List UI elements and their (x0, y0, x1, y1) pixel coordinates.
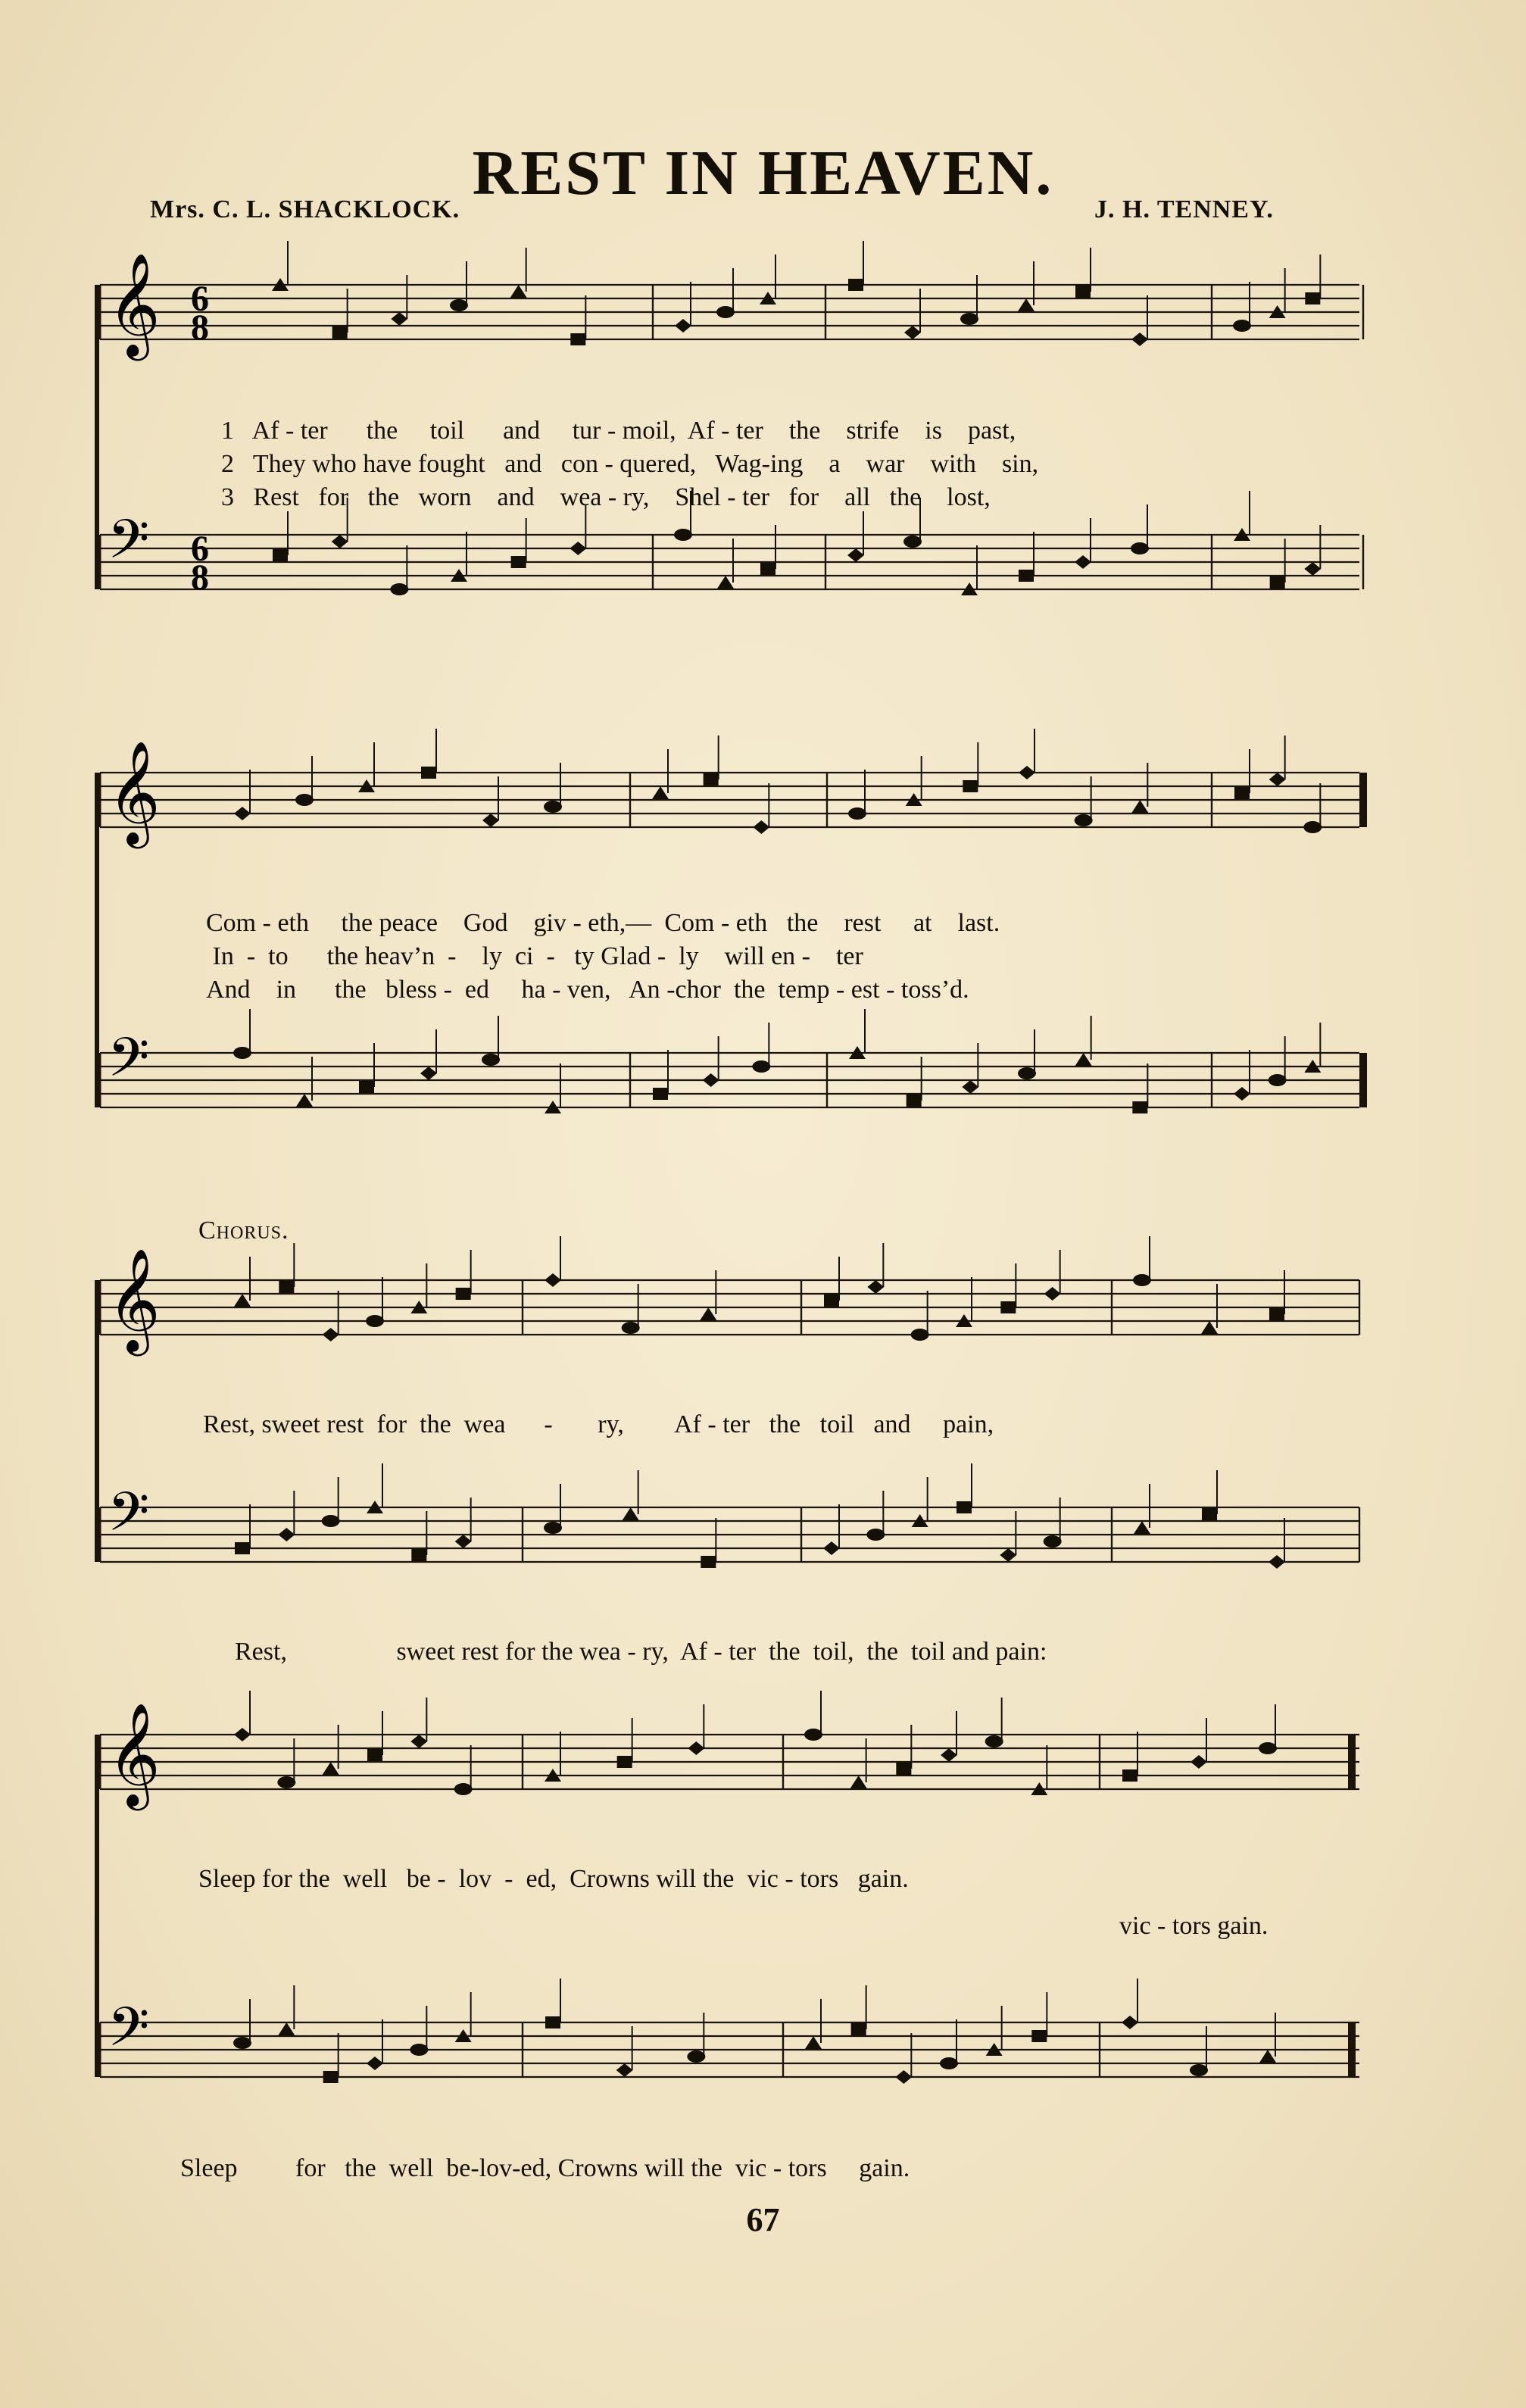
shape-note-head (674, 529, 692, 541)
shape-note-head (848, 279, 863, 291)
chorus-bass-lyrics-1: Rest, sweet rest for the wea - ry, Af - ter the toil, the toil and pain: (235, 1638, 1047, 1666)
shape-note-head (296, 1094, 313, 1107)
shape-note-head (511, 556, 526, 568)
shape-note-head (700, 1307, 716, 1320)
bass-clef: 𝄢 (108, 1481, 150, 1557)
shape-note-head (1305, 292, 1320, 305)
shape-note-head (1269, 1308, 1284, 1320)
shape-note-head (653, 1088, 668, 1100)
verse-2-line2: In - to the heav’n - ly ci - ty Glad - ly will en - ter (212, 942, 863, 970)
shape-note-head (410, 2044, 428, 2056)
shape-note-head (911, 1329, 929, 1341)
shape-note-head (391, 312, 407, 326)
shape-note-head (1000, 1301, 1016, 1313)
verse-2-line1: 2 They who have fought and con - quered, Wag-ing a war with sin, (221, 450, 1039, 478)
shape-note-head (895, 2070, 912, 2084)
shape-note-head (1259, 2050, 1276, 2063)
shape-note-head (332, 535, 348, 548)
shape-note-head (233, 2037, 251, 2049)
chorus-treble-lyrics-1: Rest, sweet rest for the wea - ry, Af - ter the toil and pain, (203, 1410, 994, 1438)
shape-note-head (716, 306, 735, 318)
shape-note-head (1202, 1508, 1217, 1520)
shape-note-head (366, 1315, 384, 1327)
shape-note-head (367, 2057, 383, 2070)
shape-note-head (896, 1763, 911, 1775)
shape-note-head (1269, 773, 1286, 786)
shape-note-head (753, 820, 769, 834)
shape-note-head (1303, 821, 1322, 833)
shape-note-head (273, 549, 288, 561)
shape-note-head (1075, 814, 1093, 826)
shape-note-head (1018, 1067, 1036, 1079)
chorus-treble-lyrics-2: Sleep for the well be - lov - ed, Crowns will the vic - tors gain. (198, 1865, 909, 1893)
shape-note-head (866, 1529, 885, 1541)
shape-note-head (570, 542, 586, 555)
shape-note-head (1000, 1548, 1016, 1562)
shape-note-head (410, 1735, 427, 1748)
shape-note-head (323, 1328, 339, 1341)
shape-note-head (234, 1728, 251, 1741)
shape-note-head (421, 767, 436, 779)
shape-note-head (1190, 2064, 1208, 2076)
shape-note-head (752, 1060, 770, 1073)
shape-note-head (823, 1541, 840, 1555)
bass-clef: 𝄢 (108, 1026, 150, 1102)
shape-note-head (848, 807, 866, 820)
shape-note-head (1132, 1101, 1147, 1113)
shape-note-head (420, 1067, 437, 1080)
shape-note-head (1044, 1535, 1062, 1548)
shape-note-head (1131, 542, 1149, 554)
shape-note-head (1259, 1742, 1277, 1754)
shape-note-head (616, 2063, 633, 2077)
time-signature-top: 6 (191, 279, 209, 319)
shape-note-head (510, 285, 527, 298)
chorus-bass-lyrics-2: Sleep for the well be-lov-ed, Crowns will the vic - tors gain. (180, 2154, 910, 2182)
shape-note-head (323, 2071, 339, 2083)
shape-note-head (570, 333, 585, 345)
shape-note-head (963, 780, 978, 792)
shape-note-head (704, 773, 719, 785)
bass-clef: 𝄢 (108, 508, 150, 584)
shape-note-head (411, 1549, 426, 1561)
shape-note-head (545, 1273, 561, 1287)
shape-note-head (851, 2023, 866, 2035)
page-number: 67 (746, 2201, 780, 2238)
shape-note-head (1131, 800, 1148, 813)
shape-note-head (1075, 555, 1091, 569)
shape-note-head (867, 1280, 884, 1294)
shape-note-head (482, 1054, 500, 1066)
shape-note-head (1304, 562, 1321, 576)
composer-credit: J. H. TENNEY. (1094, 195, 1274, 223)
shape-note-head (1019, 570, 1034, 582)
shape-note-head (805, 2036, 822, 2049)
shape-note-head (850, 1776, 867, 1788)
shape-note-head (390, 583, 408, 595)
shape-note-head (717, 576, 734, 589)
shape-note-head (545, 2016, 560, 2029)
shape-note-head (617, 1756, 632, 1768)
shape-note-head (1131, 333, 1148, 346)
shape-note-head (652, 786, 669, 799)
chorus-label: Chorus. (198, 1216, 289, 1245)
shape-note-head (1075, 286, 1091, 298)
shape-note-head (907, 1095, 922, 1107)
shape-note-head (1233, 320, 1251, 332)
shape-note-head (450, 299, 468, 311)
shape-note-head (544, 1522, 562, 1534)
shape-note-head (1044, 1287, 1061, 1301)
shape-note-head (234, 807, 251, 820)
shape-note-head (688, 1741, 704, 1755)
shape-note-head (804, 1729, 822, 1741)
shape-note-head (456, 1288, 471, 1300)
shape-note-head (703, 1073, 719, 1087)
shape-note-head (1075, 1053, 1092, 1066)
shape-note-head (847, 548, 864, 562)
shape-note-head (278, 1528, 295, 1541)
shape-note-head (1270, 576, 1285, 589)
shape-note-head (622, 1322, 640, 1334)
shape-note-head (1269, 1074, 1287, 1086)
time-signature-top: 6 (191, 529, 209, 569)
shape-note-head (234, 1294, 251, 1307)
shape-note-head (903, 536, 922, 548)
shape-note-head (1122, 2016, 1138, 2029)
treble-clef: 𝄞 (108, 1701, 161, 1806)
shape-note-head (332, 326, 348, 339)
verse-1-line1: 1 Af - ter the toil and tur - moil, Af - ter the strife is past, (221, 417, 1016, 445)
shape-note-head (279, 1281, 294, 1293)
shape-note-head (1269, 1555, 1285, 1569)
shape-note-head (1019, 766, 1035, 779)
treble-clef: 𝄞 (108, 1247, 161, 1351)
shape-note-head (1122, 1769, 1137, 1782)
shape-note-head (482, 814, 499, 827)
lyricist-credit: Mrs. C. L. SHACKLOCK. (150, 195, 460, 223)
shape-note-head (824, 1295, 839, 1307)
time-signature-bottom: 8 (191, 557, 209, 598)
shape-note-head (687, 2050, 705, 2063)
verse-1-line2: Com - eth the peace God giv - eth,— Com - eth the rest at last. (206, 909, 1000, 937)
shape-note-head (623, 1507, 639, 1520)
shape-note-head (1018, 298, 1034, 311)
shape-note-head (322, 1515, 340, 1527)
shape-note-head (233, 1047, 251, 1059)
hymn-title: REST IN HEAVEN. (472, 138, 1054, 208)
shape-note-head (1133, 1274, 1151, 1286)
shape-note-head (1031, 2030, 1047, 2042)
shape-note-head (1191, 1755, 1207, 1769)
shape-note-head (359, 1081, 374, 1093)
shape-note-head (940, 2057, 958, 2069)
shape-note-head (1234, 1087, 1250, 1101)
shape-note-head (701, 1556, 716, 1568)
treble-clef: 𝄞 (108, 251, 161, 356)
treble-clef: 𝄞 (108, 739, 161, 844)
shape-note-head (985, 1735, 1003, 1747)
shape-note-head (1134, 1521, 1150, 1534)
alto-tag-lyrics: vic - tors gain. (1119, 1912, 1269, 1940)
shape-note-head (278, 2022, 295, 2035)
shape-note-head (956, 1501, 972, 1513)
shape-note-head (367, 1749, 382, 1761)
shape-note-head (1234, 787, 1250, 799)
shape-note-head (941, 1748, 957, 1762)
shape-note-head (295, 794, 314, 806)
shape-note-head (454, 1783, 473, 1795)
time-signature-bottom: 8 (191, 308, 209, 348)
shape-note-head (455, 1535, 472, 1548)
shape-note-head (904, 326, 921, 339)
shape-note-head (960, 313, 978, 325)
shape-note-head (1201, 1321, 1218, 1334)
verse-3-line2: And in the bless - ed ha - ven, An -chor the temp - est - toss’d. (206, 976, 969, 1004)
shape-note-head (277, 1776, 295, 1788)
shape-note-head (675, 319, 691, 333)
shape-note-head (760, 563, 775, 575)
shape-note-head (544, 801, 562, 813)
shape-note-head (323, 1762, 339, 1775)
bass-clef: 𝄢 (108, 1996, 150, 2072)
shape-note-head (962, 1080, 978, 1094)
verse-3-line1: 3 Rest for the worn and wea - ry, Shel - ter for all the lost, (221, 483, 991, 511)
shape-note-head (235, 1542, 250, 1554)
